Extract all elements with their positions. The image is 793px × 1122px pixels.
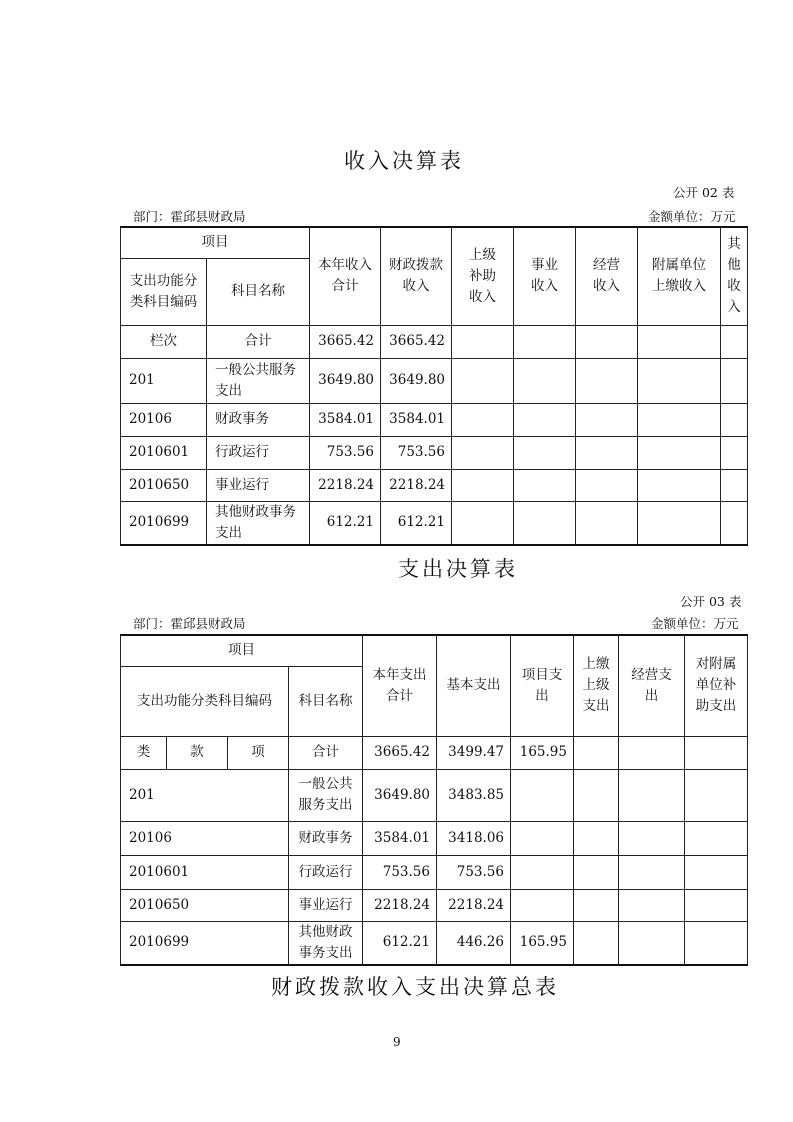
row-code: 20106 — [121, 403, 207, 436]
header-operating: 经营支出 — [619, 635, 685, 736]
row-name: 行政运行 — [207, 436, 310, 469]
expense-table-title: 支出决算表 — [398, 557, 518, 581]
header-name: 科目名称 — [207, 258, 310, 325]
total-row-total: 3665.42 — [363, 736, 437, 769]
header-name: 科目名称 — [289, 666, 363, 736]
header-fiscal: 财政拨款收入 — [381, 227, 452, 325]
table-row — [121, 403, 748, 436]
row-fiscal: 612.21 — [381, 501, 452, 545]
row-project: 165.95 — [511, 921, 574, 965]
row-code: 2010601 — [121, 436, 207, 469]
header-project: 项目支出 — [511, 635, 574, 736]
table-row — [121, 889, 748, 921]
header-total: 本年支出合计 — [363, 635, 437, 736]
row-name: 财政事务 — [289, 821, 363, 855]
page-number: 9 — [393, 1035, 401, 1049]
row-total: 3649.80 — [310, 358, 381, 403]
expense-table — [120, 634, 748, 966]
total-row-project: 165.95 — [511, 736, 574, 769]
row-basic: 446.26 — [437, 921, 511, 965]
sub-section: 款 — [167, 736, 228, 769]
row-fiscal: 3584.01 — [381, 403, 452, 436]
row-code: 20106 — [121, 821, 289, 855]
row-basic: 2218.24 — [437, 889, 511, 921]
header-remit: 上缴上级支出 — [574, 635, 619, 736]
table-row — [121, 436, 748, 469]
total-row — [121, 325, 748, 358]
row-total: 753.56 — [363, 855, 437, 889]
income-unit: 金额单位：万元 — [648, 209, 736, 224]
header-item: 项目 — [121, 635, 363, 666]
total-row-fiscal: 3665.42 — [381, 325, 452, 358]
header-operating: 经营收入 — [576, 227, 638, 325]
table-row — [121, 769, 748, 821]
table-row — [121, 469, 748, 501]
row-name: 行政运行 — [289, 855, 363, 889]
row-name: 其他财政事务支出 — [207, 501, 310, 545]
row-name: 财政事务 — [207, 403, 310, 436]
row-total: 3584.01 — [363, 821, 437, 855]
row-total: 612.21 — [310, 501, 381, 545]
row-name: 事业运行 — [289, 889, 363, 921]
table-row — [121, 358, 748, 403]
total-row-total: 3665.42 — [310, 325, 381, 358]
expense-table-code: 公开 03 表 — [680, 594, 742, 609]
row-basic: 3418.06 — [437, 821, 511, 855]
header-business: 事业收入 — [514, 227, 576, 325]
table-row — [121, 855, 748, 889]
header-affiliated: 附属单位上缴收入 — [638, 227, 721, 325]
row-total: 3649.80 — [363, 769, 437, 821]
total-row-label: 栏次 — [121, 325, 207, 358]
row-name: 事业运行 — [207, 469, 310, 501]
row-basic: 753.56 — [437, 855, 511, 889]
row-code: 2010699 — [121, 501, 207, 545]
total-row-name: 合计 — [207, 325, 310, 358]
header-subsidy: 对附属单位补助支出 — [685, 635, 748, 736]
total-row-basic: 3499.47 — [437, 736, 511, 769]
row-name: 一般公共服务支出 — [207, 358, 310, 403]
table-row — [121, 821, 748, 855]
sub-item: 项 — [228, 736, 289, 769]
header-code: 支出功能分类科目编码 — [121, 258, 207, 325]
row-total: 2218.24 — [363, 889, 437, 921]
table-row — [121, 501, 748, 545]
next-table-title: 财政拨款收入支出决算总表 — [271, 975, 559, 999]
row-code: 2010650 — [121, 889, 289, 921]
row-project — [511, 769, 574, 821]
row-total: 2218.24 — [310, 469, 381, 501]
table-row — [121, 921, 748, 965]
total-row-name: 合计 — [289, 736, 363, 769]
income-table-title: 收入决算表 — [344, 149, 464, 173]
row-fiscal: 3649.80 — [381, 358, 452, 403]
row-fiscal: 753.56 — [381, 436, 452, 469]
row-code: 2010699 — [121, 921, 289, 965]
header-code: 支出功能分类科目编码 — [121, 666, 289, 736]
income-table-code: 公开 02 表 — [673, 185, 735, 200]
row-project — [511, 889, 574, 921]
sub-class: 类 — [121, 736, 167, 769]
expense-unit: 金额单位：万元 — [651, 616, 739, 631]
row-project — [511, 821, 574, 855]
header-total: 本年收入合计 — [310, 227, 381, 325]
row-code: 201 — [121, 769, 289, 821]
row-fiscal: 2218.24 — [381, 469, 452, 501]
row-total: 612.21 — [363, 921, 437, 965]
header-superior: 上级补助收入 — [452, 227, 514, 325]
row-total: 3584.01 — [310, 403, 381, 436]
income-department: 部门：霍邱县财政局 — [133, 209, 246, 224]
row-project — [511, 855, 574, 889]
header-basic: 基本支出 — [437, 635, 511, 736]
row-basic: 3483.85 — [437, 769, 511, 821]
total-row — [121, 736, 748, 769]
row-code: 201 — [121, 358, 207, 403]
row-code: 2010650 — [121, 469, 207, 501]
row-name: 一般公共服务支出 — [289, 769, 363, 821]
income-table — [120, 226, 748, 546]
expense-department: 部门：霍邱县财政局 — [133, 616, 246, 631]
header-other: 其他收入 — [721, 227, 748, 325]
row-code: 2010601 — [121, 855, 289, 889]
row-name: 其他财政事务支出 — [289, 921, 363, 965]
row-total: 753.56 — [310, 436, 381, 469]
header-item: 项目 — [121, 227, 310, 258]
